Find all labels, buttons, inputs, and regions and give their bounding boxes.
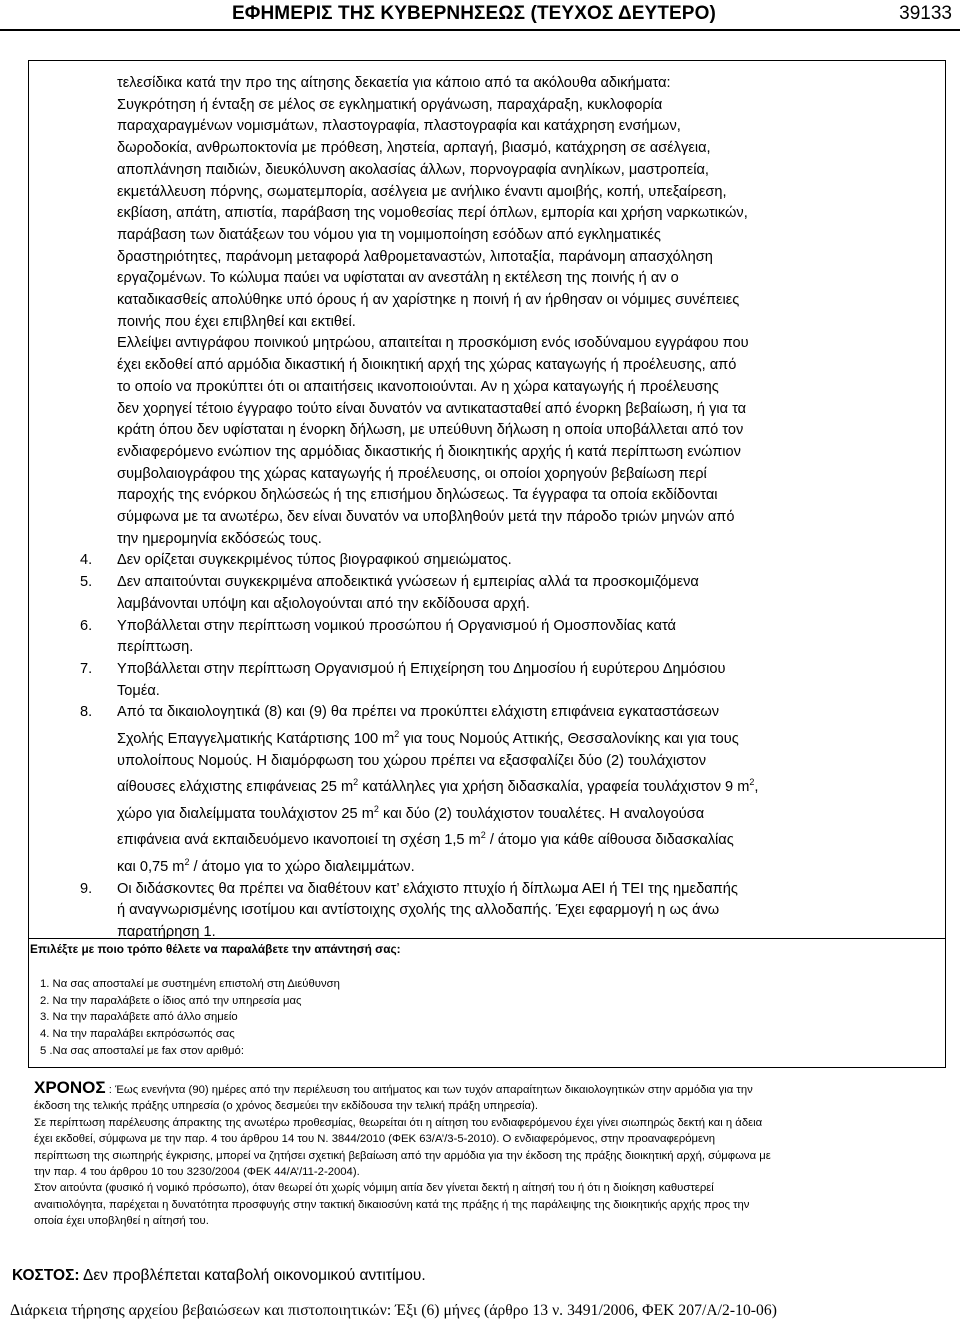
main-text — [80, 73, 943, 944]
text-line: έχει εκδοθεί από αρμόδια δικαστική ή διοικητική αρχή της χώρας καταγωγής ή προέλευσης, από — [117, 357, 737, 374]
text-line: εκβίαση, απάτη, απιστία, παράβαση της νομοθεσίας περί όπλων, εμπορία και χρήση ναρκωτικών, — [117, 205, 748, 222]
text-line: την ημερομηνία εκδόσεώς τους. — [117, 530, 322, 547]
item-8-line: και 0,75 $m^2$ / άτομο για το χώρο διαλειμμάτων. — [117, 857, 415, 875]
time-section — [34, 1080, 934, 1230]
paragraph-equivalent-document — [117, 333, 943, 550]
text-line: Υποβάλλεται στην περίπτωση νομικού προσώπου ή Οργανισμού ή Ομοσπονδίας κατά — [117, 617, 676, 634]
time-lines — [34, 1098, 934, 1229]
page-number: 39133 — [899, 3, 952, 24]
item-8-line: χώρο για διαλείμματα τουλάχιστον 25 $m^2$ και δύο (2) τουλάχιστον τουαλέτες. Η αναλογούσα — [117, 803, 705, 822]
item-number: 9. — [80, 880, 93, 897]
item-8-line: Σχολής Επαγγελματικής Κατάρτισης 100 $m^2$ για τους Νομούς Αττικής, Θεσσαλονίκης και για τους — [117, 729, 739, 747]
numbered-items — [80, 550, 943, 702]
numbered-item — [80, 616, 943, 659]
item-number: 5. — [80, 574, 93, 591]
item-8-line: υπολοίπους Νομούς. Η διαμόρφωση του χώρου πρέπει να εξασφαλίζει δύο (2) τουλάχιστον — [117, 752, 707, 769]
text-line: κράτη όπου δεν υφίσταται η ένορκη δήλωση, με υπεύθυνη δήλωση η οποία υποβάλλεται από τον — [117, 422, 744, 439]
item-8-line: αίθουσες ελάχιστης επιφάνειας 25 $m^2$ κατάλληλες για χρήση διδασκαλία, γραφεία τουλάχιστον 9 $m^2$, — [117, 777, 759, 796]
text-line: καταδικασθείς απολύθηκε υπό όρους ή αν χαρίστηκε η ποινή ή αν ήρθησαν οι νόμιμες συνέπειες — [117, 292, 740, 309]
delivery-option: 5 .Να σας αποσταλεί με fax στον αριθμό: — [40, 1044, 244, 1057]
text-line: οποία έχει υποβληθεί η αίτησή του. — [34, 1215, 209, 1228]
numbered-item — [80, 550, 943, 572]
item-8-line: επιφάνεια ανά εκπαιδευόμενο ικανοποιεί τη σχέση 1,5 $m^2$ / άτομο για κάθε αίθουσα διδασκαλίας — [117, 830, 734, 849]
cost-text: Δεν προβλέπεται καταβολή οικονομικού αντιτίμου. — [79, 1267, 426, 1284]
delivery-option: 4. Να την παραλάβει εκπρόσωπός σας — [40, 1028, 235, 1041]
item-number: 6. — [80, 617, 93, 634]
text-line: Υποβάλλεται στην περίπτωση Οργανισμού ή Επιχείρηση του Δημοσίου ή ευρύτερου Δημόσιου — [117, 660, 726, 677]
text-line: αποπλάνηση παιδιών, διευκόλυνση ακολασίας άλλων, πορνογραφία ανηλίκων, μαστροπεία, — [117, 161, 709, 178]
text-line: εκμετάλλευση πόρνης, σωματεμπορία, ασέλγεια με ανήλικο έναντι αμοιβής, κοπή, υπεξαίρεση, — [117, 183, 727, 200]
text-line: σύμφωνα με τα ανωτέρω, δεν είναι δυνατόν να υποβληθούν μετά την πάροδο τριών μηνών από — [117, 509, 735, 526]
page-header — [0, 0, 960, 30]
cost-line — [12, 1267, 426, 1285]
numbered-item — [80, 572, 943, 615]
text-line: παρατήρηση 1. — [117, 924, 216, 941]
text-line: περίπτωση. — [117, 639, 194, 656]
item-number: 4. — [80, 552, 93, 569]
delivery-option: 2. Να την παραλάβετε ο ίδιος από την υπηρεσία μας — [40, 994, 302, 1007]
item-8 — [80, 702, 943, 878]
time-intro: : Έως ενενήντα (90) ημέρες από την περιέλευση του αιτήματος και των τυχόν απαραίτητων δικαιολογητικών στην αρμόδια για την — [105, 1084, 753, 1096]
text-line: Τομέα. — [117, 682, 160, 699]
paragraph-offences — [117, 73, 943, 333]
delivery-options — [40, 976, 340, 1060]
text-line: εργαζομένων. Το κώλυμα παύει να υφίσταται αν ανεστάλη η εκτέλεση της ποινής ή αν ο — [117, 270, 679, 287]
text-line: ή αναγνωρισμένης ισοτίμου και αντίστοιχης σχολής της αλλοδαπής. Έχει εφαρμογή η ως άνω — [117, 902, 720, 919]
time-label: ΧΡΟΝΟΣ — [34, 1078, 106, 1097]
text-line: Συγκρότηση ή ένταξη σε μέλος σε εγκληματική οργάνωση, παραχάραξη, κυκλοφορία — [117, 96, 663, 113]
delivery-option: 1. Να σας αποσταλεί με συστημένη επιστολή στη Διεύθυνση — [40, 978, 340, 990]
text-line: λαμβάνονται υπόψη και αξιολογούνται από την εκδίδουσα αρχή. — [117, 595, 530, 612]
text-line: δωροδοκία, ανθρωποκτονία με πρόθεση, ληστεία, αρπαγή, βιασμό, κατάχρηση σε ασέλγεια, — [117, 140, 711, 157]
text-line: ποινής που έχει επιβληθεί και εκτιθεί. — [117, 313, 356, 330]
delivery-option: 3. Να την παραλάβετε από άλλο σημείο — [40, 1011, 238, 1024]
text-line: Ελλείψει αντιγράφου ποινικού μητρώου, απαιτείται η προσκόμιση ενός ισοδύναμου εγγράφου που — [117, 335, 749, 352]
text-line: Σε περίπτωση παρέλευσης άπρακτης της ανωτέρω προθεσμίας, θεωρείται ότι η αίτηση του ενδιαφερόμενου έχει γίνει σιωπηρώς δεκτή και η άδεια — [34, 1116, 763, 1129]
text-line: δεν χορηγεί τέτοιο έγγραφο τούτο είναι δυνατόν να αντικατασταθεί από ένορκη βεβαίωση, ή για τα — [117, 400, 747, 417]
text-line: παραχαραγμένων νομισμάτων, πλαστογραφία, πλαστογραφία και κατάχρηση ενσήμων, — [117, 118, 681, 135]
text-line: δραστηριότητες, παράνομη μεταφορά λαθρομεταναστών, λιποταξία, παράνομη απασχόληση — [117, 248, 713, 265]
retention-footer: Διάρκεια τήρησης αρχείου βεβαιώσεων και πιστοποιητικών: Έξι (6) μήνες (άρθρο 13 ν. 3491/2006, ΦΕΚ 207/Α/2-10-06) — [10, 1302, 777, 1319]
text-line: Στον αιτούντα (φυσικό ή νομικό πρόσωπο), όταν θεωρεί ότι χωρίς νόμιμη αιτία δεν γίνεται δεκτή η αίτησή του ή ότι η διοίκηση καθυστερεί — [34, 1182, 714, 1195]
item-9 — [80, 879, 943, 944]
text-line: συμβολαιογράφου της χώρας καταγωγής ή προέλευσης, οι οποίοι χορηγούν βεβαίωση περί — [117, 465, 707, 482]
text-line: ενδιαφερόμενο ενώπιον της αρμόδιας δικαστικής ή διοικητικής αρχής ή κατά περίπτωση ενώπιον — [117, 443, 741, 460]
text-line: Οι διδάσκοντες θα πρέπει να διαθέτουν κατ’ ελάχιστο πτυχίο ή δίπλωμα ΑΕΙ ή ΤΕΙ της ημεδαπής — [117, 880, 738, 897]
item-8-line: Από τα δικαιολογητικά (8) και (9) θα πρέπει να προκύπτει ελάχιστη επιφάνεια εγκαταστάσεων — [117, 704, 720, 721]
text-line: το οποίο να προκύπτει ότι οι απαιτήσεις ικανοποιούνται. Αν η χώρα καταγωγής ή προέλευσης — [117, 378, 719, 395]
header-rule — [0, 29, 960, 31]
item-number: 7. — [80, 660, 93, 677]
delivery-choice-title: Επιλέξτε με ποιο τρόπο θέλετε να παραλάβετε την απάντησή σας: — [30, 942, 401, 956]
gazette-title: ΕΦΗΜΕΡΙΣ ΤΗΣ ΚΥΒΕΡΝΗΣΕΩΣ (ΤΕΥΧΟΣ ΔΕΥΤΕΡΟ) — [232, 3, 716, 24]
numbered-item — [80, 659, 943, 702]
text-line: περίπτωση της σιωπηρής έγκρισης, μπορεί να ζητήσει σχετική βεβαίωση από την αρμόδια για την έκδοση της πράξης διοικητική αρχή, σύμφωνα με — [34, 1149, 771, 1162]
text-line: Δεν απαιτούνται συγκεκριμένα αποδεικτικά γνώσεων ή εμπειρίας αλλά τα προσκομιζόμενα — [117, 574, 699, 591]
text-line: την παρ. 4 του άρθρου 10 του 3230/2004 (ΦΕΚ 44/Α’/11-2-2004). — [34, 1166, 360, 1179]
text-line: τελεσίδικα κατά την προ της αίτησης δεκαετία για κάποιο από τα ακόλουθα αδικήματα: — [117, 75, 671, 91]
text-line: αναιτιολόγητα, παρέχεται η δυνατότητα προσφυγής στην τακτική δικαιοσύνη κατά της πράξης ή της παράλειψης της διοικητικής αρχής προς την — [34, 1198, 750, 1211]
text-line: έχει εκδοθεί, σύμφωνα με την παρ. 4 του άρθρου 14 του Ν. 3844/2010 (ΦΕΚ 63/Α’/3-5-2010). Ο ενδιαφερόμενος, στην προαναφερόμενη — [34, 1133, 716, 1146]
text-line: έκδοση της τελικής πράξης υπηρεσία (ο χρόνος δεσμεύει την εκδίδουσα την τελική πράξη υπηρεσία). — [34, 1100, 538, 1113]
text-line: παράβαση των διατάξεων του νόμου για τη νομιμοποίηση εσόδων από εγκληματικές — [117, 226, 661, 243]
time-first-line — [34, 1080, 934, 1098]
item-number: 8. — [80, 704, 93, 721]
cost-label: ΚΟΣΤΟΣ: — [12, 1267, 80, 1284]
text-line: παροχής της ενόρκου δηλώσεώς ή της επισήμου δηλώσεως. Τα έγγραφα τα οποία εκδίδονται — [117, 487, 718, 504]
text-line: Δεν ορίζεται συγκεκριμένος τύπος βιογραφικού σημειώματος. — [117, 552, 512, 569]
